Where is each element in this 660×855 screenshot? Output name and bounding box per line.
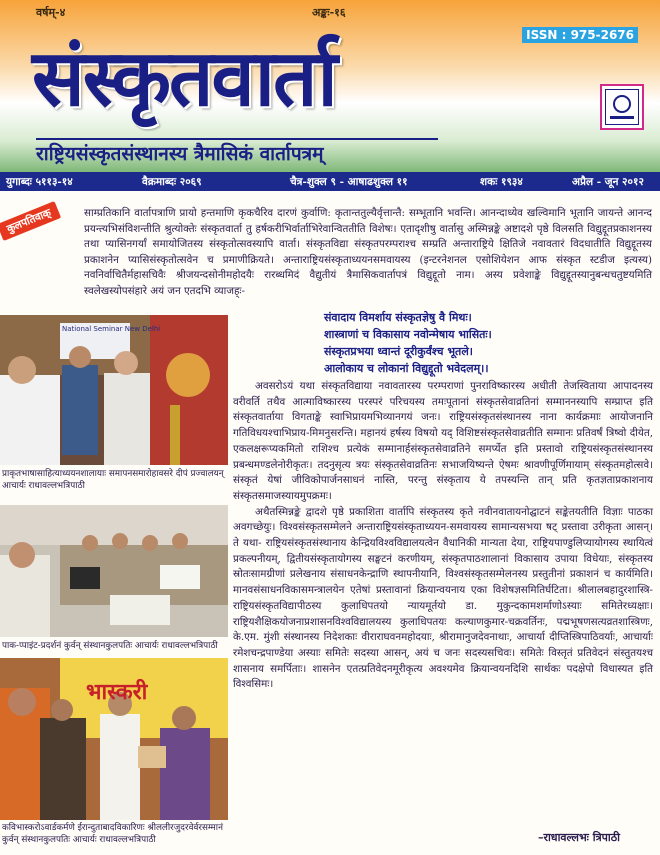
vikrama-label: वैक्रमाब्दः २०६९ [142,176,202,188]
author-signature: –राधावल्लभः त्रिपाठी [537,831,620,844]
tithi-label: चैत्र-शुक्ल ९ - आषाढशुक्ल ११ [290,176,408,188]
shaka-label: शकः १९३४ [480,176,523,188]
photo-lamp-lighting [0,315,228,465]
masthead [0,0,660,172]
institute-emblem-icon [600,84,644,130]
magazine-subtitle: राष्ट्रियसंस्कृतसंस्थानस्य त्रैमासिकं वार्तापत्रम् [36,143,324,165]
yugabda-label: युगाब्दः ५११३-१४ [6,176,73,188]
intro-text [12,206,652,300]
verse-line: संस्कृतप्रभया ध्वान्तं दूरीकुर्वंश्च भूतले। [324,345,473,358]
verse-line: संवादाय विमर्शाय संस्कृतज्ञेषु वै मिथः। [324,311,472,324]
volume-label: वर्षम्-४ [36,6,66,19]
photo-banner-text: National Seminar New Delhi [62,325,161,333]
photo-caption: पाक-प्पाइंट-प्रदर्शनं कुर्वन् संस्थानकुलपतिः आचार्यः राधावल्लभत्रिपाठी [2,641,218,651]
verse-line: शास्त्राणां च विकासाय नवोन्मेषाय भासितः। [324,328,492,341]
verse-line: आलोकाय च लोकानां विद्युद्दूतो भवेदलम्।। [324,362,489,375]
main-article [233,379,653,693]
photo-banner-text: भास्करी [86,679,148,705]
dateline-bar [0,172,660,191]
photo-powerpoint [0,505,228,637]
issue-label: अङ्कः-१६ [312,6,346,19]
months-label: अप्रैल - जून २०१२ [572,176,644,188]
article-paragraph: अवसरोऽयं यथा संस्कृतविद्याया नवावतारस्य परम्पराणां पुनराविष्कारस्य अधीती तेजस्विताया आपादनस्य वरीवर्ति तथैव आत्माविष्कारस्य परस्परं परिचयस्य तमःपूतानां संस्कृतसेवाव्रतिनां सम्माननस्यापि सम्प्राप्त इति संस्कृतवार्ताया विगताङ्के स्वाभिप्रायमभिव्यानगयं जनः। राष्ट्रियसंस्कृतसंस्थानस्य नाना कार्यक्रमाः आयोजनानि गतिविधयश्चाभिप्राय-मिमनुसरन्ति। महानयं हर्षस्य विषयो यद् विशिष्टसंस्कृतसेवाव्रतीति सम्मानः प्रतिवर्षं त्रिष्वो दीयेत, एकलक्षरूप्यकमितो राशिश्च प्रत्येकं सम्मानार्हसंस्कृतसेवाव्रतिने समर्प्येत इति प्रस्तावो राष्ट्रियसंस्कृतसंस्थानस्य प्रबन्धमण्डलेनोरीकृतः। तदनुसृत्य त्रयः संस्कृतसेवाव्रतिनः सभाजयिष्यन्ते ऐषमः श्रावणीपूर्णिमायाम् संस्कृतमहोत्सवे। संस्कृतं येषां जीविकोपार्जनसाधनं नास्ति, परन्तु संस्कृताय ये तपस्यन्ति तान् प्रति कृतज्ञताप्रकाशनाय संस्कृतसमाजस्यायमुपक्रमः। [233,380,653,502]
issn-label: ISSN : 975-2676 [522,27,638,43]
verse-block [324,309,492,377]
photo-caption: कविभास्करोऽवार्डकर्मणे ईरान्दुताबादविकारिणः श्रीललीरजुदरवेर्वरसम्मानं कुर्वन् संस्थानकुलपतिः आचार्यः राधावल्लभत्रिपाठी [2,823,223,845]
photo-award [0,658,228,820]
photo-caption: प्राकृतभाषासाहित्याध्ययनशालायाः समापनसमारोहावसरे दीपं प्रज्वालयन् आचार्यः राधावल्लभत्रिपाठी [2,469,224,491]
intro-paragraph: साम्प्रतिकानि वार्तापत्राणि प्रायो हन्तमाणि कृकचैरिव दारणं कुर्वाणि: कृतान्ततुल्यैर्वृत्तान्तै: सम्भूतानि भवन्ति। आनन्दाध्येव खल्विमानि भूतानि जायन्ते आनन्द प्रयन्त्यभिसंविशन्तीति श्रुत्योक्तेः संस्कृतवार्ता तु हर्षकरीभिर्वार्ताभिरेवान्विततीति विशेषः। एतादृशीषु वार्तासु अस्मिन्नङ्के अष्टादशे पृष्ठे विलसति विद्युद्दूतप्रकाशनस्य तथा प्यासिनगर्यां समायोजितस्य संस्कृतोत्सवस्यापि वार्ता। संस्कृतविद्या संस्कृतपरम्पराश्च सम्प्रति अन्ताराष्ट्रिये क्षितिजे नवावतारं विदधातीति विद्युद्दूतस्य प्रकाशनेन प्यासिसंस्कृतोत्सवेन च प्रमाणीक्रियते। अन्ताराष्ट्रियसंस्कृताध्ययनसमवायस्य (इन्टरनेशनल एसोशियेशन आफ संस्कृत स्टडीज इत्यस्य) नवनिर्वाचितैर्महासचिवैः श्रीजयन्दसोनीमहोदयैः रारब्धमिदं वैद्युतीयं त्रैमासिकवार्तापत्रं विद्युद्दूतो नाम। अस्य प्रवेशाङ्के विद्युद्दूतस्यानुबन्धचतुष्टयमिति स्वलेखस्योपसंहारे अयं जन एतदभि व्याजह्ः- [84,207,652,297]
article-paragraph: अथैतस्मिन्नङ्के द्वादशे पृष्ठे प्रकाशिता वार्तापि संस्कृतस्य कृते नवीनवातायनोद्घाटनं सङ्केतयतीति विज्ञाः पाठका अवगच्छेयुः। विश्वसंस्कृतसम्मेलने अन्ताराष्ट्रियसंस्कृताध्ययन-समवायस्य सामान्यसभया षट् प्रस्तावा उरीकृता आसन्। ते यथा- राष्ट्रियसंस्कृतसंस्थानाय केन्द्रियविश्वविद्यालयत्वेन वैधानिकी मान्यता देया, राष्ट्रियपाण्डुलिप्यायोगस्य स्थायित्वं प्रकल्पनीयम्, द्वितीयसंस्कृतायोगस्य सङ्घटनं करणीयम्, संस्कृतपाठशालानां विकासाय उपाया विधेयाः, संस्कृतस्य स्रोतःसामग्रीणां प्रलेखनाय संसाधनकेन्द्राणि स्थापनीयानि, विश्वसंस्कृतसम्मेलनस्य प्रस्तुतीनां प्रकाशनं च कार्यमिति। मानवसंसाधनविकासमन्त्रालयेन एतेषां प्रस्तावानां क्रियान्वयनाय एका विशेषज्ञसमितिर्घटिता। श्रीलालबहादुरशास्त्रि-राष्ट्रियसंस्कृतविद्यापीठस्य कुलाधिपतयो न्यायमूर्तयो डा. मुकुन्दकामशर्माणोऽस्याः समितेरध्यक्षाः। राष्ट्रियशैक्षिकयोजनाप्रशासनविश्वविद्यालयस्य कुलाधिपतयः कल्याणकुमार-चक्रवर्तिनः, पद्मभूषणसत्यव्रतशास्त्रिणः, के.एम. मुंशी संस्थानस्य निदेशकाः वीराराघवनमहोदयाः, श्रीरामानुजदेवनाथाः, आचार्या दीप्तिस्त्रिपाठिवर्याः, आचार्याः रमेशचन्द्रपाण्डेया अस्याः समितेः सदस्या आसन्, अयं च जनः सदस्यसचिवः। समितेः विस्तृतं प्रतिवेदनं संस्तुतयश्च शासनाय समर्पिताः। शासनेन एतत्प्रतिवेदनमूरीकृत्य अवश्यमेव क्रियान्वयनदिशि सार्थकः पदक्षेपो विधास्यत इति विश्वसिमः। [233,505,653,691]
magazine-title: संस्कृतवार्ता [32,33,336,124]
section-ribbon: कुलपतिवाक् [0,201,61,241]
